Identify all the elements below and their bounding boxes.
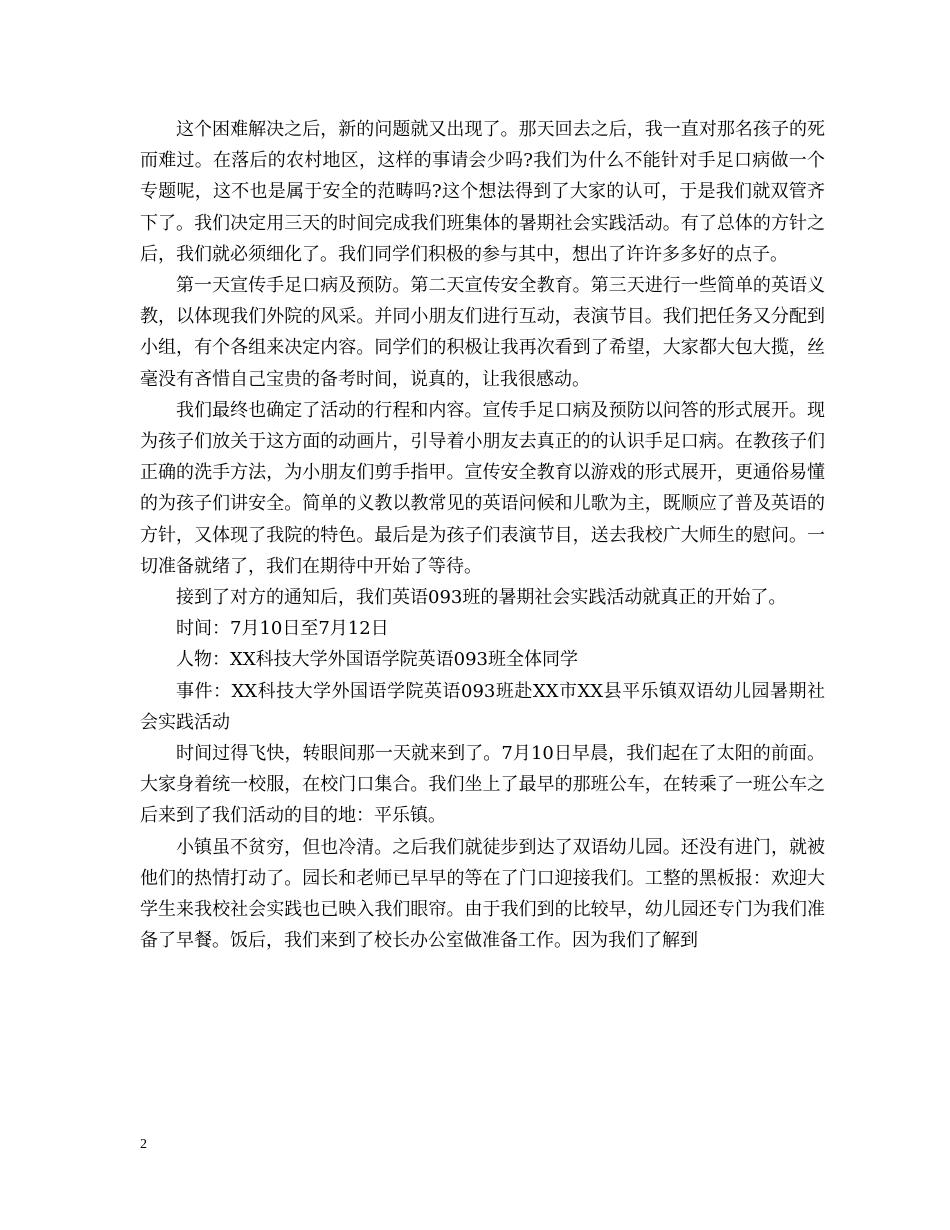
paragraph-1: 这个困难解决之后，新的问题就又出现了。那天回去之后，我一直对那名孩子的死而难过。在落后的农村地区，这样的事请会少吗?我们为什么不能针对手足口病做一个专题呢，这不也是属于安全的范畴吗?这个想法得到了大家的认可，于是我们就双管齐下了。我们决定用三天的时间完成我们班集体的暑期社会实践活动。有了总体的方针之后，我们就必须细化了。我们同学们积极的参与其中，想出了许许多多好的点子。 [140,119,825,265]
paragraph-2: 第一天宣传手足口病及预防。第二天宣传安全教育。第三天进行一些简单的英语义教，以体现我们外院的风采。并同小朋友们进行互动，表演节目。我们把任务又分配到小组，有个各组来决定内容。同学们的积极让我再次看到了希望，大家都大包大揽，丝毫没有吝惜自己宝贵的备考时间，说真的，让我很感动。 [140,275,825,390]
page-number: 2 [140,1137,147,1152]
paragraph-8: 时间过得飞快，转眼间那一天就来到了。7月10日早晨，我们起在了太阳的前面。大家身着统一校服，在校门口集合。我们坐上了最早的那班公车，在转乘了一班公车之后来到了我们活动的目的地：平乐镇。 [140,743,825,827]
paragraph-event: 事件：XX科技大学外国语学院英语093班赴XX市XX县平乐镇双语幼儿园暑期社会实践活动 [140,680,825,733]
paragraph-people: 人物：XX科技大学外国语学院英语093班全体同学 [176,649,578,671]
paragraph-9: 小镇虽不贫穷，但也冷清。之后我们就徒步到达了双语幼儿园。还没有进门，就被他们的热情打动了。园长和老师已早早的等在了门口迎接我们。工整的黑板报：欢迎大学生来我校社会实践也已映入我们眼帘。由于我们到的比较早，幼儿园还专门为我们准备了早餐。饭后，我们来到了校长办公室做准备工作。因为我们了解到 [140,836,825,952]
paragraph-3: 我们最终也确定了活动的行程和内容。宣传手足口病及预防以问答的形式展开。现为孩子们放关于这方面的动画片，引导着小朋友去真正的的认识手足口病。在教孩子们正确的洗手方法，为小朋友们剪手指甲。宣传安全教育以游戏的形式展开，更通俗易懂的为孩子们讲安全。简单的义教以教常见的英语问候和儿歌为主，既顺应了普及英语的方针，又体现了我院的特色。最后是为孩子们表演节目，送去我校广大师生的慰问。一切准备就绪了，我们在期待中开始了等待。 [140,399,825,577]
paragraph-4: 接到了对方的通知后，我们英语093班的暑期社会实践活动就真正的开始了。 [176,587,787,609]
paragraph-time: 时间：7月10日至7月12日 [176,618,389,640]
document-body [140,114,825,956]
